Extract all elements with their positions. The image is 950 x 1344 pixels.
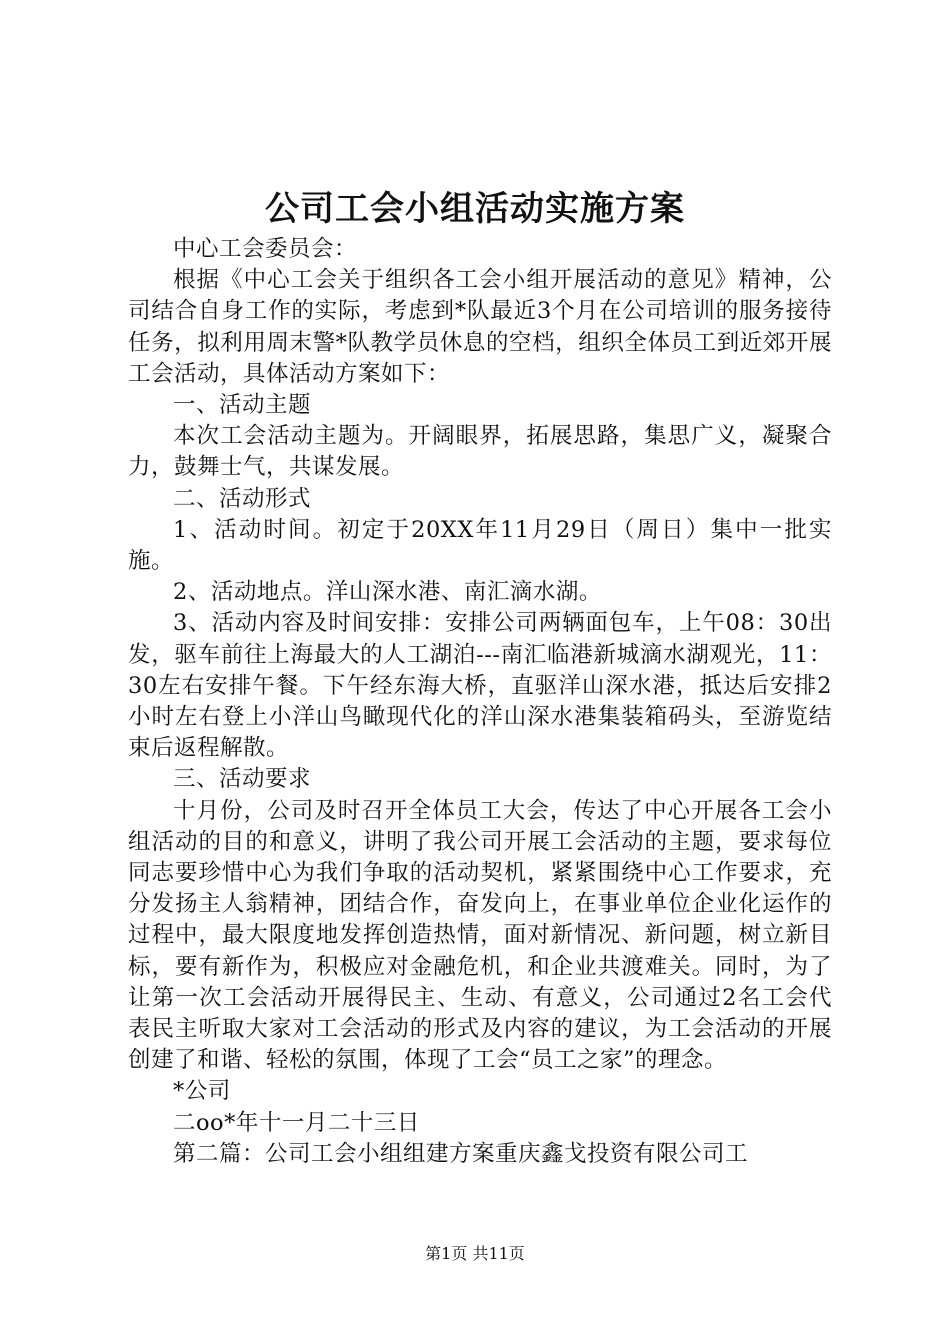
page-footer: 第1页 共11页 — [425, 1244, 525, 1263]
section-heading-theme: 一、活动主题 — [173, 392, 312, 419]
intro-paragraph: 根据《中心工会关于组织各工会小组开展活动的意见》精神，公司结合自身工作的实际，考虑到*队最近3个月在公司培训的服务接待任务，拟利用周末警*队教学员休息的空档，组织全体员工到近郊开展工会活动，具体活动方案如下： — [128, 267, 832, 387]
document-body — [128, 234, 832, 1170]
theme-paragraph: 本次工会活动主题为。开阔眼界，拓展思路，集思广义，凝聚合力，鼓舞士气，共谋发展。 — [128, 423, 832, 481]
document-title: 公司工会小组活动实施方案 — [265, 189, 685, 229]
next-section-heading: 第二篇：公司工会小组组建方案重庆鑫戈投资有限公司工 — [173, 1140, 749, 1167]
format-item-location: 2、活动地点。洋山深水港、南汇滴水湖。 — [173, 579, 602, 606]
salutation: 中心工会委员会： — [173, 236, 358, 262]
signature-date: 二oo*年十一月二十三日 — [173, 1109, 420, 1136]
format-item-time: 1、活动时间。初定于20XX年11月29日（周日）集中一批实施。 — [128, 516, 832, 575]
section-heading-format: 二、活动形式 — [173, 485, 312, 512]
signature-company: *公司 — [173, 1078, 231, 1105]
format-item-schedule: 3、活动内容及时间安排：安排公司两辆面包车，上午08：30出发，驱车前往上海最大的人工湖泊---南汇临港新城滴水湖观光，11：30左右安排午餐。下午经东海大桥，直驱洋山深水港，抵达后安排2小时左右登上小洋山鸟瞰现代化的洋山深水港集装箱码头，至游览结束后返程解散。 — [128, 610, 832, 762]
requirements-paragraph: 十月份，公司及时召开全体员工大会，传达了中心开展各工会小组活动的目的和意义，讲明了我公司开展工会活动的主题，要求每位同志要珍惜中心为我们争取的活动契机，紧紧围绕中心工作要求，充分发扬主人翁精神，团结合作，奋发向上，在事业单位企业化运作的过程中，最大限度地发挥创造热情，面对新情况、新问题，树立新目标，要有新作为，积极应对金融危机，和企业共渡难关。同时，为了让第一次工会活动开展得民主、生动、有意义，公司通过2名工会代表民主听取大家对工会活动的形式及内容的建议，为工会活动的开展创建了和谐、轻松的氛围，体现了工会“员工之家”的理念。 — [128, 797, 832, 1074]
section-heading-requirements: 三、活动要求 — [173, 766, 312, 793]
